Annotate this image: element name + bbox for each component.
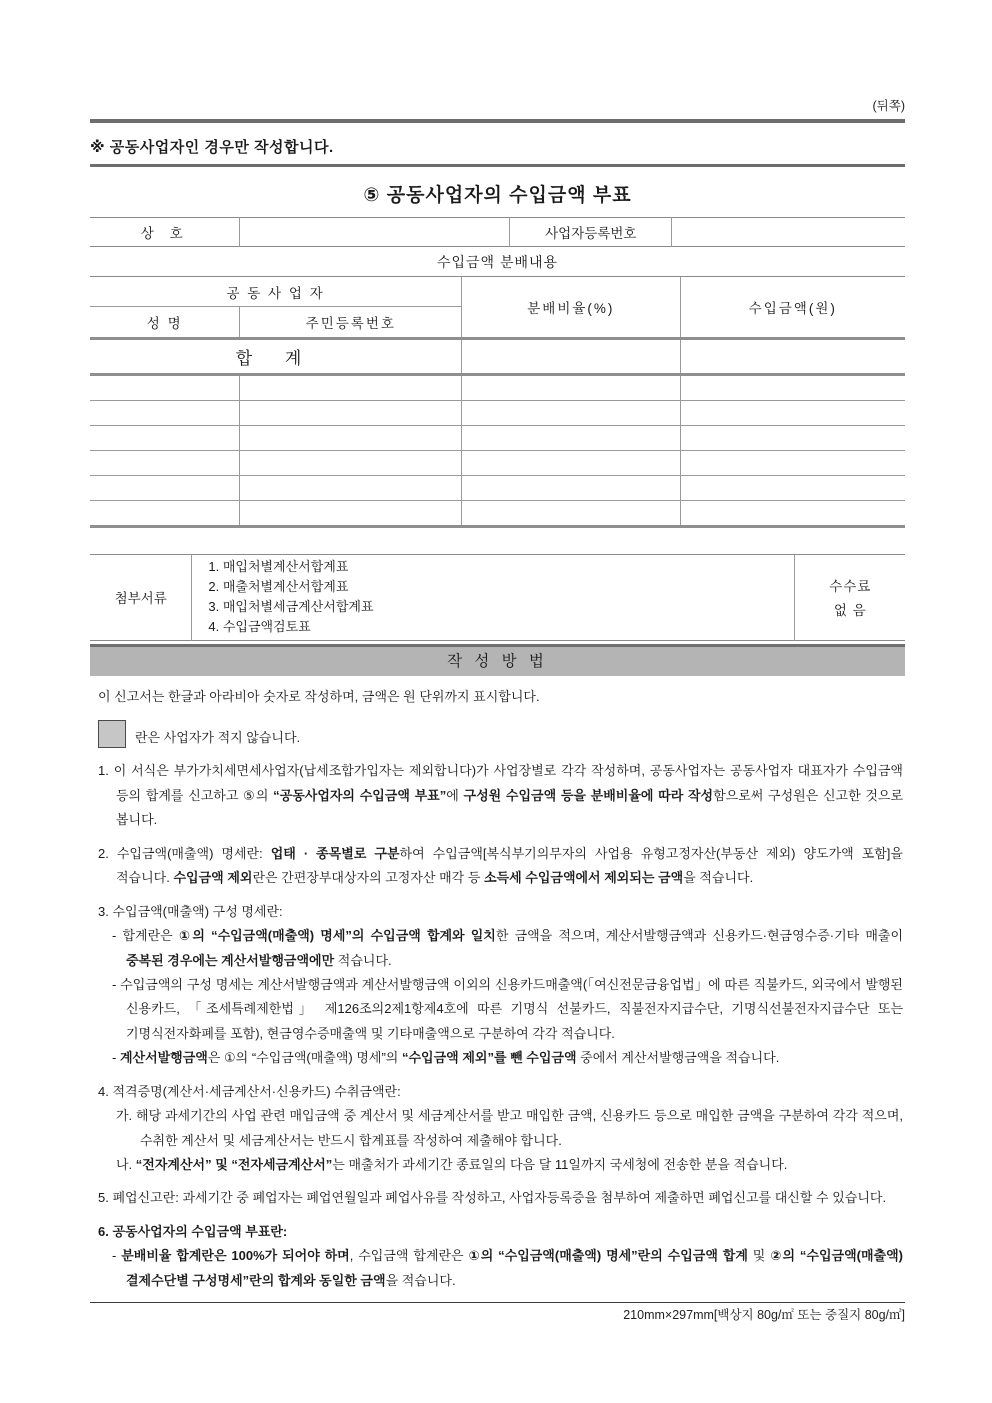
instruction-paragraph xyxy=(92,1153,903,1177)
partner-row xyxy=(90,426,905,451)
partner-ratio-cell[interactable] xyxy=(462,426,680,451)
instruction-text: 는 매출처가 과세기간 종료일의 다음 달 11일까지 국세청에 전송한 분을 적습니다. xyxy=(332,1157,788,1172)
partner-row xyxy=(90,451,905,476)
instruction-text: 나. xyxy=(116,1157,136,1172)
fee-cell xyxy=(795,555,905,641)
instruction-text-bold: ②의 “수입금액(매출액) 결제수단별 구성명세”란의 합계와 동일한 금액 xyxy=(126,1248,903,1288)
partner-name-cell[interactable] xyxy=(90,451,240,476)
instruction-text: - xyxy=(112,1248,122,1264)
instruction-text-bold: 분배비율 합계란은 100%가 되어야 하며 xyxy=(121,1248,350,1264)
instruction-text: 란은 사업자가 적지 않습니다. xyxy=(135,730,301,745)
business-reg-label: 사업자등록번호 xyxy=(510,218,672,247)
partner-row xyxy=(90,501,905,527)
partner-resident-id-cell[interactable] xyxy=(240,476,462,501)
partner-name-cell[interactable] xyxy=(90,375,240,401)
instruction-text: 5. 폐업신고란: 과세기간 중 폐업자는 폐업연월일과 폐업사유를 작성하고, 사업자등록증을 첨부하여 제출하면 폐업신고를 대신할 수 있습니다. xyxy=(98,1190,887,1206)
instruction-text-bold: “수입금액 제외”를 뺀 수입금액 xyxy=(401,1050,577,1066)
resident-id-subheader: 주민등록번호 xyxy=(240,307,462,339)
instruction-text: 3. 수입금액(매출액) 구성 명세란: xyxy=(98,903,283,919)
partner-resident-id-cell[interactable] xyxy=(240,451,462,476)
instruction-text: 을 적습니다. xyxy=(385,1272,456,1288)
blank-field-box xyxy=(98,720,126,748)
instructions-section xyxy=(90,676,905,1294)
top-rule xyxy=(90,119,905,123)
instruction-text-bold: 수입금액 제외 xyxy=(173,870,253,886)
instruction-text: 한 금액을 적으며, 계산서발행금액과 신용카드·현금영수증·기타 매출이 xyxy=(495,928,904,944)
instruction-text: 가. 해당 과세기간의 사업 관련 매입금액 중 계산서 및 세금계산서를 받고 매입한 금액, 신용카드 등으로 매입한 금액을 구분하여 각각 적으며, 수취한 계산서 및 세금계산서는 반드시 합계표를 작성하여 제출해야 합니다. xyxy=(116,1108,903,1148)
attachments-table xyxy=(90,554,905,641)
partner-ratio-cell[interactable] xyxy=(462,451,680,476)
instruction-text-bold: 구성원 수입금액 등을 분배비율에 따라 작성 xyxy=(463,787,714,803)
attachment-item: 2. 매출처별계산서합계표 xyxy=(208,579,349,595)
partner-name-cell[interactable] xyxy=(90,476,240,501)
attachment-item: 1. 매입처별계산서합계표 xyxy=(208,559,349,574)
partner-row xyxy=(90,375,905,401)
attachments-list xyxy=(192,555,795,641)
attachments-row xyxy=(90,555,905,641)
partner-ratio-cell[interactable] xyxy=(462,375,680,401)
instruction-text: 중에서 계산서발행금액을 적습니다. xyxy=(576,1050,780,1066)
instruction-paragraph xyxy=(92,685,903,709)
page-title: ⑤ 공동사업자의 수입금액 부표 xyxy=(363,185,632,206)
footer-rule xyxy=(90,1302,905,1303)
fee-value: 없 음 xyxy=(833,603,867,619)
partner-resident-id-cell[interactable] xyxy=(240,426,462,451)
partner-resident-id-cell[interactable] xyxy=(240,501,462,527)
attachment-item: 4. 수입금액검토표 xyxy=(208,619,311,635)
partner-ratio-cell[interactable] xyxy=(462,401,680,426)
ratio-header: 분배비율(%) xyxy=(462,277,680,339)
company-name-value[interactable] xyxy=(240,218,510,247)
instruction-paragraph xyxy=(92,842,903,891)
instruction-text-bold: 계산서발행금액 xyxy=(119,1050,208,1066)
business-reg-value[interactable] xyxy=(672,218,905,247)
instruction-paragraph xyxy=(92,1104,903,1153)
instruction-text-bold: ①의 “수입금액(매출액) 명세”의 수입금액 합계와 일치 xyxy=(178,928,496,944)
partner-row xyxy=(90,401,905,426)
partner-ratio-cell[interactable] xyxy=(462,476,680,501)
instruction-text: , 수입금액 합계란은 xyxy=(349,1248,469,1264)
instruction-paragraph xyxy=(92,759,903,832)
instruction-text: 은 ①의 “수입금액(매출액) 명세”의 xyxy=(207,1050,402,1066)
amount-header: 수입금액(원) xyxy=(680,277,905,339)
instruction-text: 에 xyxy=(446,787,464,803)
name-subheader: 성 명 xyxy=(90,307,240,339)
total-label: 합 계 xyxy=(90,339,462,375)
instruction-text: - 수입금액의 구성 명세는 계산서발행금액과 계산서발행금액 이외의 신용카드매출액(「여신전문금융업법」에 따른 직불카드, 외국에서 발행된 신용카드, 「조세특례제한법」 제126조의2제1항제4호에 따른 기명식 선불카드, 직불전자지급수단, 기명식선불전자지급수단 또는 기명식전자화폐를 포함), 현금영수증매출액 및 기타매출액으로 구분하여 각각 적습니다. xyxy=(112,976,903,1041)
partner-name-cell[interactable] xyxy=(90,401,240,426)
total-row xyxy=(90,339,905,375)
total-amount-cell[interactable] xyxy=(680,339,905,375)
instruction-paragraph xyxy=(92,973,903,1046)
instruction-text: 4. 적격증명(계산서·세금계산서·신용카드) 수취금액란: xyxy=(98,1083,401,1099)
instruction-text-bold: 6. 공동사업자의 수입금액 부표란: xyxy=(98,1223,288,1239)
fee-label: 수수료 xyxy=(829,579,872,595)
instruction-text-bold: ①의 “수입금액(매출액) 명세”란의 수입금액 합계 xyxy=(468,1248,748,1264)
instruction-text: 및 xyxy=(747,1248,771,1264)
partner-name-cell[interactable] xyxy=(90,501,240,527)
instruction-text-bold: “공동사업자의 수입금액 부표” xyxy=(273,787,447,803)
total-ratio-cell[interactable] xyxy=(462,339,680,375)
company-info-table xyxy=(90,217,905,247)
partner-rows xyxy=(90,375,905,527)
instruction-text: 1. 이 서식은 부가가치세면세사업자(납세조합가입자는 제외합니다)가 사업장별로 각각 작성하며, 공동사업자는 공동사업자 대표자가 수입금액 등의 합계를 신고하고 ⑤의 xyxy=(98,763,903,803)
attachments-label: 첨부서류 xyxy=(114,591,167,607)
instruction-paragraph xyxy=(92,1046,903,1070)
instruction-text-bold: 소득세 수입금액에서 제외되는 금액 xyxy=(483,870,684,886)
instruction-text: 2. 수입금액(매출액) 명세란: xyxy=(98,845,271,861)
company-name-label: 상 호 xyxy=(140,226,189,241)
distribution-table xyxy=(90,276,905,528)
partner-amount-cell[interactable] xyxy=(680,375,905,401)
instruction-paragraph xyxy=(92,1220,903,1244)
instruction-text: - 합계란은 xyxy=(112,928,179,944)
partner-amount-cell[interactable] xyxy=(680,401,905,426)
paper-spec-note: 210mm×297mm[백상지 80g/㎡ 또는 중질지 80g/㎡] xyxy=(623,1308,905,1323)
partner-resident-id-cell[interactable] xyxy=(240,401,462,426)
instruction-text: - xyxy=(112,1050,120,1066)
partner-group-header: 공 동 사 업 자 xyxy=(226,285,325,301)
partner-amount-cell[interactable] xyxy=(680,501,905,527)
instruction-paragraph xyxy=(92,1080,903,1104)
instruction-text: 을 적습니다. xyxy=(683,870,754,886)
instruction-text-bold: “전자계산서” 및 “전자세금계산서” xyxy=(135,1157,333,1172)
distribution-section-title: 수입금액 분배내용 xyxy=(436,254,559,270)
instructions-header-bar: 작 성 방 법 xyxy=(90,644,905,676)
partner-row xyxy=(90,476,905,501)
attachment-item: 3. 매입처별세금계산서합계표 xyxy=(208,599,374,615)
instruction-paragraph xyxy=(92,1244,903,1293)
back-side-label: (뒤쪽) xyxy=(872,99,905,113)
instruction-paragraph xyxy=(92,718,903,750)
instruction-text: 적습니다. xyxy=(334,952,392,968)
partner-amount-cell[interactable] xyxy=(680,476,905,501)
instruction-text-bold: 업태 · 종목별로 구분 xyxy=(270,845,400,861)
company-row xyxy=(90,218,905,247)
partner-ratio-cell[interactable] xyxy=(462,501,680,527)
partner-resident-id-cell[interactable] xyxy=(240,375,462,401)
instruction-text: 이 신고서는 한글과 아라비아 숫자로 작성하며, 금액은 원 단위까지 표시합니다. xyxy=(98,688,540,704)
joint-business-note: ※ 공동사업자인 경우만 작성합니다. xyxy=(90,139,334,156)
distribution-header-row xyxy=(90,277,905,307)
instruction-text: 함으로써 구성원은 신고한 것으로 봅니다. xyxy=(116,787,903,828)
instruction-text: 하여 수입금액[복식부기의무자의 사업용 유형고정자산(부동산 제외) 양도가액 포함]을 적습니다. xyxy=(116,845,903,886)
instruction-paragraph xyxy=(92,900,903,924)
note-rule xyxy=(90,164,905,167)
partner-amount-cell[interactable] xyxy=(680,451,905,476)
partner-name-cell[interactable] xyxy=(90,426,240,451)
partner-amount-cell[interactable] xyxy=(680,426,905,451)
instruction-text-bold: 중복된 경우에는 계산서발행금액에만 xyxy=(126,952,335,968)
instruction-paragraph xyxy=(92,924,903,973)
instruction-paragraph xyxy=(92,1186,903,1210)
instruction-text: 란은 간편장부대상자의 고정자산 매각 등 xyxy=(252,870,484,886)
